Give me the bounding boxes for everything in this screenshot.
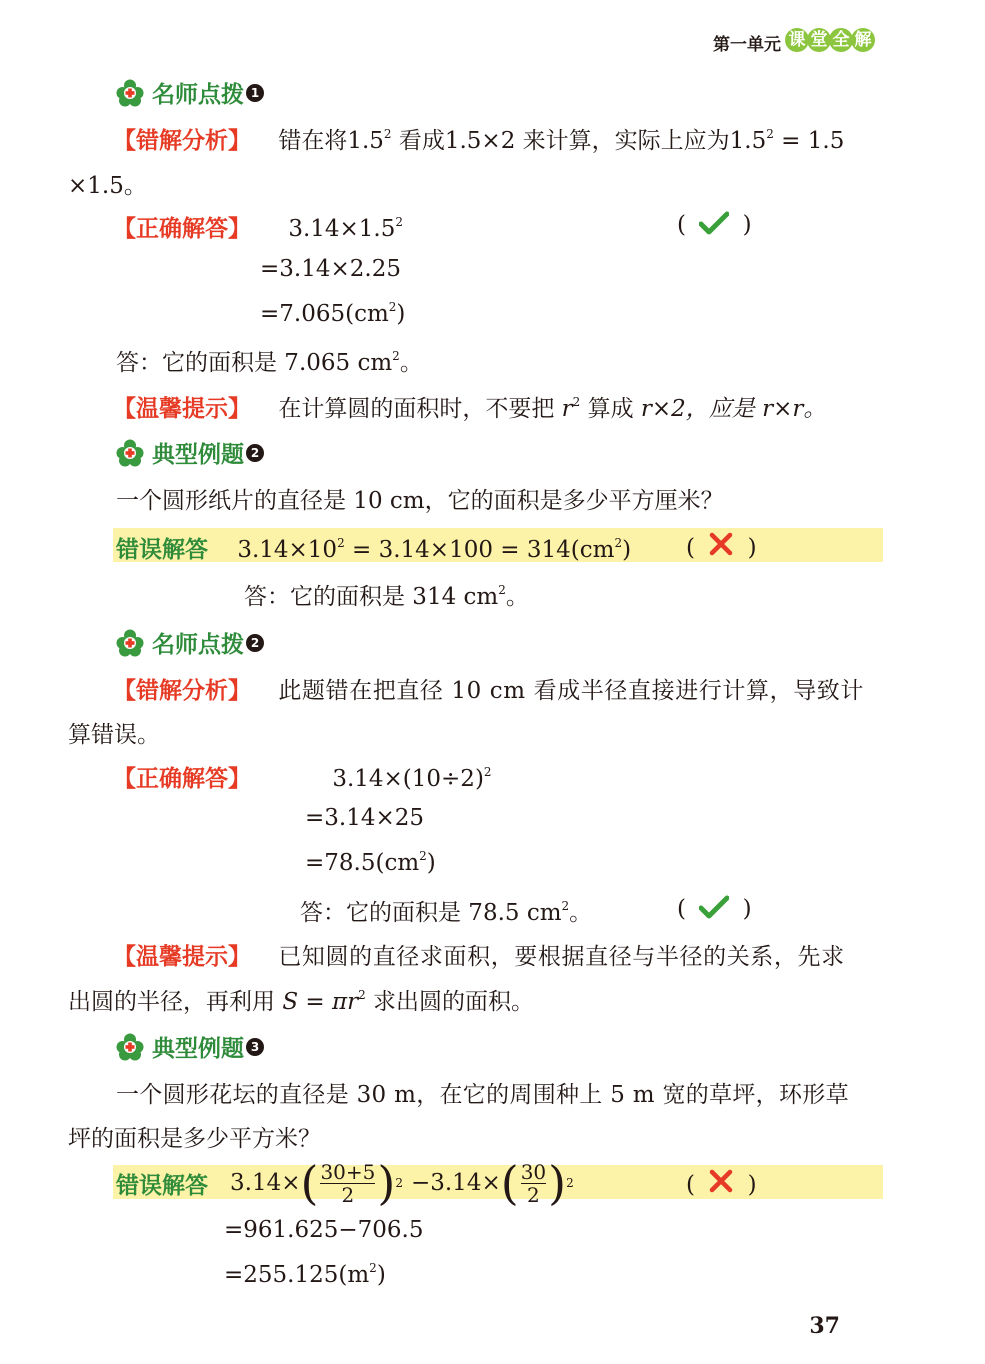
tip-text: 出圆的半径，再利用 xyxy=(68,989,275,1015)
paren-right: ) xyxy=(548,1156,567,1210)
superscript: 2 xyxy=(388,300,397,314)
error-analysis-2 xyxy=(113,672,864,705)
math-line xyxy=(260,300,405,327)
fraction-denominator: 2 xyxy=(527,1182,540,1207)
fraction-numerator: 30+5 xyxy=(320,1159,376,1184)
answer-line xyxy=(244,578,529,611)
tag-warm-tip: 【温馨提示】 xyxy=(113,396,251,422)
answer-text: 。 xyxy=(569,900,593,926)
tip-text: r×r。 xyxy=(762,396,827,422)
math-line xyxy=(305,849,436,876)
wrong-answer-3 xyxy=(116,1153,574,1213)
math-line: =3.14×2.25 xyxy=(260,256,401,282)
section-badge xyxy=(785,28,873,52)
analysis-text: 此题错在把直径 10 cm 看成半径直接进行计算，导致计 xyxy=(278,678,865,704)
var-r: r xyxy=(561,396,573,422)
math-text: ) xyxy=(376,1262,386,1288)
tag-correct-answer: 【正确解答】 xyxy=(113,216,251,242)
section-title: 名师点拨 xyxy=(152,632,244,658)
tag-error-analysis: 【错解分析】 xyxy=(113,128,251,154)
mark-paren: ) xyxy=(742,212,752,238)
fraction xyxy=(320,1161,375,1206)
mark-paren: ) xyxy=(742,896,752,922)
paren-right: ) xyxy=(377,1156,396,1210)
wrong-answer-2 xyxy=(116,531,631,564)
wrong-mark xyxy=(686,1168,757,1198)
superscript: 2 xyxy=(358,988,366,1002)
section-heading-example-2 xyxy=(116,436,264,469)
math-text: =78.5(cm xyxy=(305,850,420,876)
fraction-numerator: 30 xyxy=(520,1159,547,1184)
math-text: 3.14× xyxy=(230,1170,301,1196)
analysis-continuation: 算错误。 xyxy=(68,722,160,748)
superscript: 2 xyxy=(419,849,427,863)
warm-tip-2 xyxy=(113,938,845,971)
math-text: ) xyxy=(426,850,436,876)
section-number: 2 xyxy=(246,444,264,462)
superscript: 2 xyxy=(566,1176,574,1190)
superscript: 2 xyxy=(395,215,404,229)
section-number: 3 xyxy=(246,1038,264,1056)
section-heading-tips-1 xyxy=(116,76,264,109)
error-analysis-1 xyxy=(113,122,844,155)
badge-char: 堂 xyxy=(807,28,831,52)
superscript: 2 xyxy=(498,583,506,597)
check-icon xyxy=(699,894,729,920)
badge-char: 全 xyxy=(829,28,853,52)
correct-mark xyxy=(677,894,752,922)
section-number: 1 xyxy=(246,84,264,102)
mark-paren: ( xyxy=(677,896,686,922)
flower-icon xyxy=(116,439,144,467)
check-icon xyxy=(699,210,729,236)
superscript: 2 xyxy=(483,765,492,779)
cross-icon xyxy=(708,531,734,557)
warm-tip-1 xyxy=(113,390,826,423)
mark-paren: ( xyxy=(686,1172,695,1198)
analysis-continuation: ×1.5。 xyxy=(68,173,147,199)
flower-icon xyxy=(116,1033,144,1061)
superscript: 2 xyxy=(337,536,345,550)
correct-answer-2 xyxy=(113,760,492,793)
superscript: 2 xyxy=(392,349,400,363)
question-continuation: 坪的面积是多少平方米？ xyxy=(68,1126,321,1152)
cross-icon xyxy=(708,1168,734,1194)
tip-text: 算成 xyxy=(580,396,634,422)
answer-text: 答：它的面积是 78.5 cm xyxy=(300,900,562,926)
answer-line xyxy=(300,894,592,927)
fraction xyxy=(521,1161,546,1206)
correct-answer-1 xyxy=(113,210,403,243)
math-line: =3.14×25 xyxy=(305,805,425,831)
math-line: 3.14×1.5 xyxy=(288,216,396,242)
math-text: =255.125(m xyxy=(224,1262,370,1288)
correct-mark xyxy=(677,210,752,238)
tip-continuation xyxy=(68,983,534,1016)
flower-icon xyxy=(116,629,144,657)
mark-paren: ) xyxy=(747,535,757,561)
superscript: 2 xyxy=(395,1176,403,1190)
analysis-text: = 1.5 xyxy=(773,128,845,154)
tip-text: 求出圆的面积。 xyxy=(365,989,535,1015)
question-text: 一个圆形花坛的直径是 30 m，在它的周围种上 5 m 宽的草坪，环形草 xyxy=(116,1082,849,1108)
tag-warm-tip: 【温馨提示】 xyxy=(113,944,251,970)
answer-text: 答：它的面积是 314 cm xyxy=(244,584,499,610)
math-text: ) xyxy=(396,301,406,327)
tip-text: 已知圆的直径求面积，要根据直径与半径的关系，先求 xyxy=(278,944,845,970)
math-text: −3.14× xyxy=(410,1170,501,1196)
fraction-denominator: 2 xyxy=(341,1182,355,1207)
math-text: ) xyxy=(622,537,632,563)
math-line xyxy=(224,1261,386,1288)
page-number: 37 xyxy=(809,1313,840,1339)
section-title: 名师点拨 xyxy=(152,82,244,108)
math-text: = 3.14×100 = 314(cm xyxy=(344,537,615,563)
unit-title: 第一单元 xyxy=(713,35,781,55)
section-title: 典型例题 xyxy=(152,442,244,468)
superscript: 2 xyxy=(614,536,623,550)
paren-left: ( xyxy=(300,1156,319,1210)
analysis-text: 错在将1.5 xyxy=(278,128,384,154)
math-text: 3.14×10 xyxy=(237,537,338,563)
label-wrong-answer: 错误解答 xyxy=(116,1172,208,1199)
tip-text: 在计算圆的面积时，不要把 xyxy=(278,396,555,422)
answer-text: 。 xyxy=(505,584,529,610)
wrong-mark xyxy=(686,531,757,561)
section-title: 典型例题 xyxy=(152,1036,244,1062)
badge-char: 课 xyxy=(785,28,809,52)
badge-char: 解 xyxy=(851,28,875,52)
label-wrong-answer: 错误解答 xyxy=(116,537,208,563)
answer-text: 。 xyxy=(399,350,423,376)
superscript: 2 xyxy=(369,1261,377,1275)
answer-line xyxy=(116,344,423,377)
section-number: 2 xyxy=(246,634,264,652)
superscript: 2 xyxy=(383,127,392,141)
flower-icon xyxy=(116,79,144,107)
math-line: =961.625−706.5 xyxy=(224,1217,424,1243)
superscript: 2 xyxy=(572,395,581,409)
tag-error-analysis: 【错解分析】 xyxy=(113,678,251,704)
mark-paren: ) xyxy=(747,1172,757,1198)
superscript: 2 xyxy=(561,899,570,913)
tip-text: r×2，应是 xyxy=(640,396,755,422)
paren-left: ( xyxy=(500,1156,519,1210)
formula: S = πr xyxy=(282,989,359,1015)
tag-correct-answer: 【正确解答】 xyxy=(113,766,251,792)
math-text: =7.065(cm xyxy=(260,301,389,327)
mark-paren: ( xyxy=(686,535,695,561)
analysis-text: 看成1.5×2 来计算，实际上应为1.5 xyxy=(391,128,767,154)
answer-text: 答：它的面积是 7.065 cm xyxy=(116,350,393,376)
section-heading-example-3 xyxy=(116,1030,264,1063)
section-heading-tips-2 xyxy=(116,626,264,659)
mark-paren: ( xyxy=(677,212,686,238)
question-text: 一个圆形纸片的直径是 10 cm，它的面积是多少平方厘米？ xyxy=(116,488,724,514)
superscript: 2 xyxy=(766,127,774,141)
math-text: 3.14×(10÷2) xyxy=(332,766,484,792)
